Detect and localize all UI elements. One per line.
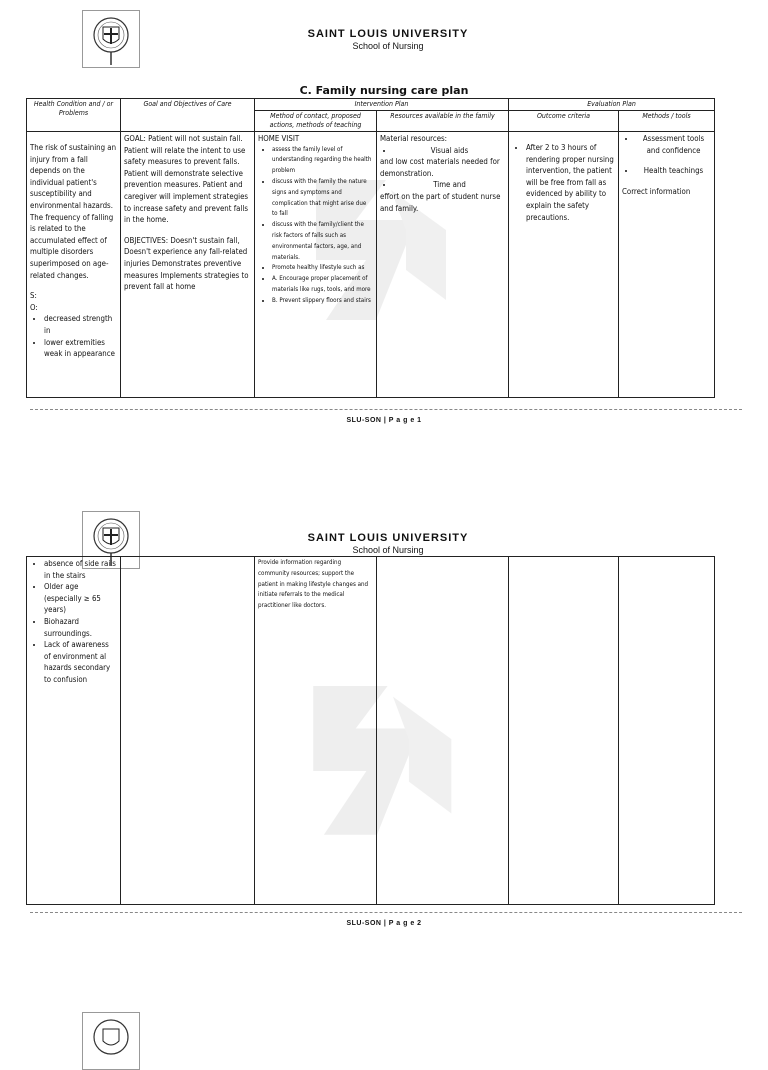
col-methods-tools: Methods / tools: [619, 111, 715, 132]
care-plan-table-page1: [26, 98, 715, 398]
objectives-text: OBJECTIVES: Doesn't sustain fall, Doesn't experience any fall-related injuries Demonstrates preventive measures Implements strategies to prevent fall at home: [124, 235, 249, 292]
health-condition-cell: [27, 132, 121, 398]
outcome-item: • After 2 to 3 hours of rendering proper nursing intervention, the patient will be free from fall as evidenced by ability to explain the safety precautions.: [526, 142, 615, 223]
resources-item: • Visual aids: [394, 145, 505, 157]
col-method: Method of contact, proposed actions, methods of teaching: [255, 111, 377, 132]
university-name: SAINT LOUIS UNIVERSITY: [307, 532, 469, 544]
health-condition-text: The risk of sustaining an injury from a fall depends on the individual patient's susceptibility and environmental hazards. The frequency of falling is related to the accumulated effect of multiple disorders superimposed on age-related changes.: [30, 143, 117, 280]
method-item: • discuss with the family the nature signs and symptoms and complication that might arise due to fall: [272, 177, 373, 220]
tools-item: • Assessment tools and confidence: [636, 133, 711, 156]
document-title: C. Family nursing care plan: [299, 84, 469, 97]
method-item: • Promote healthy lifestyle such as: [272, 263, 373, 274]
school-name: School of Nursing: [352, 41, 424, 51]
resources-cell: [377, 132, 509, 398]
col-outcome: Outcome criteria: [509, 111, 619, 132]
health-item: • absence of side rails in the stairs: [44, 558, 117, 581]
objective-item: • lower extremities weak in appearance: [44, 337, 117, 360]
university-name: SAINT LOUIS UNIVERSITY: [307, 28, 469, 40]
col-evaluation-plan: Evaluation Plan: [509, 99, 715, 111]
goal-cell: [121, 132, 255, 398]
university-seal-logo: [82, 1012, 140, 1070]
method-text: Provide information regarding community resources; support the patient in making lifestyle changes and initiate referrals to the medical practitioner like doctors.: [258, 559, 369, 610]
method-item: • assess the family level of understanding regarding the health problem: [272, 145, 373, 177]
col-resources: Resources available in the family: [377, 111, 509, 132]
objective-label: O:: [30, 302, 38, 312]
care-plan-table-page2: [26, 556, 715, 905]
university-seal-logo: [82, 10, 140, 68]
outcome-cell: [509, 132, 619, 398]
page-footer: SLU-SON | P a g e 2: [346, 920, 422, 927]
method-item: • A. Encourage proper placement of materials like rugs, tools, and more: [272, 274, 373, 296]
subjective-label: S:: [30, 291, 37, 301]
goal-text: GOAL: Patient will not sustain fall. Patient will relate the intent to use safety measures to prevent falls. Patient will demonstrate selective prevention measures. Patient and caregiver will implement strategies to increase safety and prevent falls in the home.: [124, 134, 249, 225]
school-name: School of Nursing: [352, 545, 424, 555]
methods-tools-cell: [619, 557, 715, 905]
outcome-cell: [509, 557, 619, 905]
health-condition-cell: [27, 557, 121, 905]
methods-tools-cell: [619, 132, 715, 398]
health-item: • Older age (especially ≥ 65 years): [44, 581, 117, 616]
footer-divider: [30, 912, 742, 913]
method-cell: [255, 132, 377, 398]
tools-item: • Health teachings: [636, 165, 711, 177]
method-item: • discuss with the family/client the risk factors of falls such as environmental factors, age, and materials.: [272, 220, 373, 263]
col-health-condition: Health Condition and / or Problems: [27, 99, 121, 132]
resources-text: effort on the part of student nurse and family.: [380, 191, 501, 213]
resources-cell: [377, 557, 509, 905]
health-item: • Lack of awareness of environment al hazards secondary to confusion: [44, 639, 117, 685]
resources-heading: Material resources:: [380, 134, 448, 143]
method-cell: [255, 557, 377, 905]
goal-cell: [121, 557, 255, 905]
page-footer: SLU-SON | P a g e 1: [346, 417, 422, 424]
col-intervention-plan: Intervention Plan: [255, 99, 509, 111]
method-item: • B. Prevent slippery floors and stairs: [272, 296, 373, 307]
col-goal: Goal and Objectives of Care: [121, 99, 255, 132]
method-title: HOME VISIT: [258, 134, 300, 143]
resources-item: • Time and: [394, 179, 505, 191]
health-item: • Biohazard surroundings.: [44, 616, 117, 639]
objective-item: • decreased strength in: [44, 313, 117, 336]
footer-divider: [30, 409, 742, 410]
resources-text: and low cost materials needed for demonstration.: [380, 157, 500, 178]
tools-text: Correct information: [622, 186, 691, 196]
